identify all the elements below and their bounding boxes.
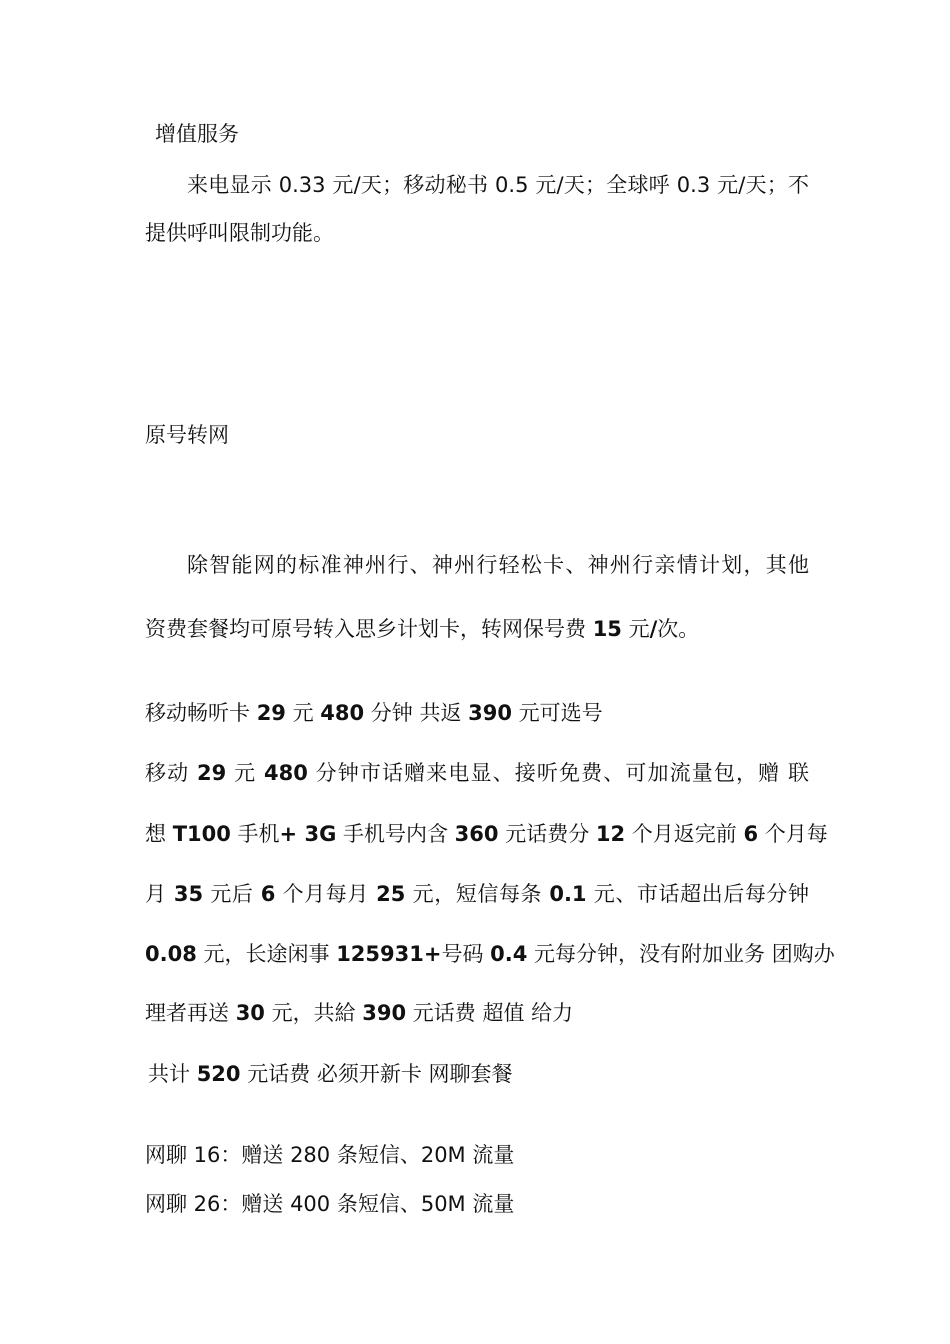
changting-line-5 [145, 998, 573, 1028]
text-run: 个月每 [758, 822, 828, 846]
text-run: 元话费分 [498, 822, 596, 846]
value-added-line-2: 提供呼叫限制功能。 [145, 221, 334, 245]
num: 29 [197, 761, 227, 785]
text-run: 元 [621, 617, 650, 641]
num: 0.08 [145, 942, 197, 966]
text-run: 元后 [203, 882, 261, 906]
text-run: 号码 [441, 942, 491, 966]
changting-line-3 [145, 879, 809, 909]
num: 35 [173, 882, 204, 906]
num: 0.4 [490, 942, 528, 966]
text-run: 元 [285, 701, 321, 725]
text-run: 月 [145, 882, 174, 906]
num: 0.1 [549, 882, 587, 906]
text-run: 想 [145, 822, 173, 846]
changting-line-6 [148, 1059, 513, 1089]
text-run: / [649, 617, 658, 641]
value-added-heading: 增值服务 [155, 122, 239, 146]
num: 125931+ [336, 942, 442, 966]
text-run: 元话费 超值 给力 [406, 1001, 574, 1025]
text-run: 共计 [148, 1062, 197, 1086]
text-run: 个月返完前 [625, 822, 744, 846]
text-run: 元话费 必须开新卡 网聊套餐 [240, 1062, 513, 1086]
text-run: 资费套餐均可原号转入思乡计划卡，转网保号费 [145, 617, 593, 641]
num: 6 [260, 882, 276, 906]
text-run: 理者再送 [145, 1001, 236, 1025]
num: T100 [172, 822, 231, 846]
text-run: 元，长途闲事 [196, 942, 337, 966]
rebate-value: 390 [468, 701, 512, 725]
fee-value: 15 [592, 617, 622, 641]
num: 390 [362, 1001, 407, 1025]
num: 520 [196, 1062, 241, 1086]
text-run: 元可选号 [512, 701, 603, 725]
changting-line-2 [145, 819, 828, 849]
text-run: 分钟市话赠来电显、接听免费、可加流量包，赠 联 [307, 761, 809, 785]
changting-title [145, 698, 603, 728]
number-transfer-line-2 [145, 614, 699, 644]
changting-line-4 [145, 939, 835, 969]
number-transfer-line-1: 除智能网的标准神州行、神州行轻松卡、神州行亲情计划，其他 [187, 553, 809, 577]
text-run: 元每分钟，没有附加业务 团购办 [527, 942, 835, 966]
num: 480 [264, 761, 308, 785]
changting-line-1 [145, 758, 809, 788]
num: 25 [376, 882, 406, 906]
num: 6 [743, 822, 759, 846]
num: 30 [235, 1001, 265, 1025]
minutes-value: 480 [320, 701, 365, 725]
text-run: 手机号内含 [336, 822, 455, 846]
text-run: 元，短信每条 [405, 882, 550, 906]
num: 360 [454, 822, 499, 846]
wangliao-item-16: 网聊 16：赠送 280 条短信、20M 流量 [145, 1143, 515, 1167]
text-run: 元，共給 [264, 1001, 363, 1025]
text-run: 元、市话超出后每分钟 [586, 882, 809, 906]
value-added-line-1: 来电显示 0.33 元/天；移动秘书 0.5 元/天；全球呼 0.3 元/天；不 [187, 173, 809, 197]
text-run: 移动 [145, 761, 198, 785]
text-run: 元 [226, 761, 264, 785]
price-value: 29 [256, 701, 286, 725]
num: 12 [595, 822, 626, 846]
wangliao-item-26: 网聊 26：赠送 400 条短信、50M 流量 [145, 1192, 515, 1216]
text-run: 手机 [230, 822, 280, 846]
text-run: 次。 [657, 617, 700, 641]
text-run: 分钟 共返 [364, 701, 469, 725]
text-run: 移动畅听卡 [145, 701, 257, 725]
number-transfer-heading: 原号转网 [145, 423, 229, 447]
text-run: 个月每月 [275, 882, 377, 906]
num: + 3G [279, 822, 337, 846]
